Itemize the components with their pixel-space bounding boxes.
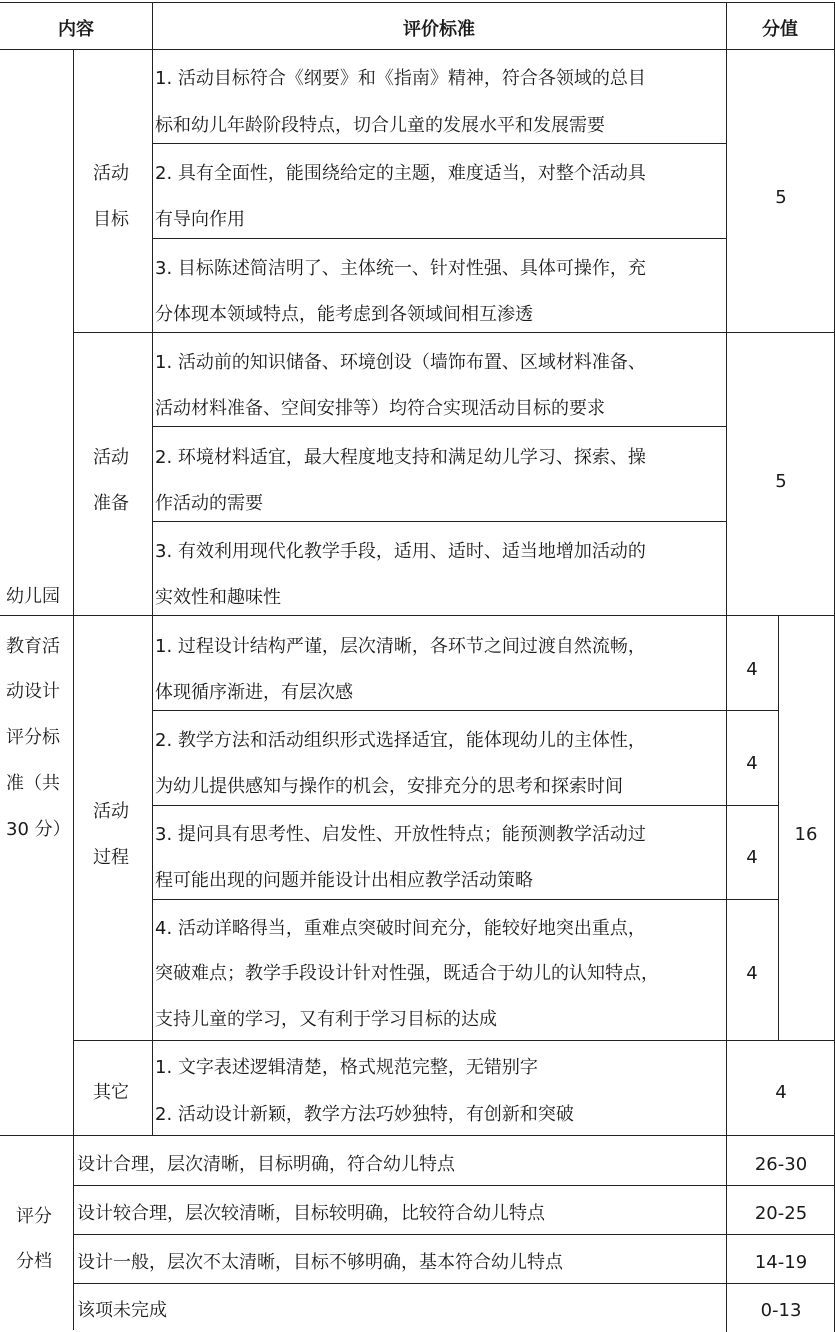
process-item4-score: 4	[746, 963, 758, 984]
header-criteria: 评价标准	[403, 19, 475, 40]
grading-label-2: 分档	[16, 1251, 52, 1272]
goals-label-2: 目标	[93, 209, 129, 230]
process-item3-a: 3. 提问具有思考性、启发性、开放性特点；能预测教学活动过	[155, 824, 646, 845]
process-item2-b: 为幼儿提供感知与操作的机会，安排充分的思考和探索时间	[155, 776, 623, 797]
rule-proc-end	[73, 1040, 835, 1041]
goals-label-1: 活动	[93, 163, 129, 184]
rule-proc-3	[152, 899, 778, 900]
goals-item3-b: 分体现本领域特点，能考虑到各领域间相互渗透	[155, 304, 533, 325]
prep-item3-a: 3. 有效利用现代化教学手段，适用、适时、适当地增加活动的	[155, 541, 646, 562]
other-item-1: 1. 文字表述逻辑清楚，格式规范完整，无错别字	[155, 1057, 538, 1078]
rule-col-2	[152, 2, 153, 1135]
grading-row-4-desc: 该项未完成	[77, 1300, 167, 1321]
grading-row-2-desc: 设计较合理，层次较清晰，目标较明确，比较符合幼儿特点	[77, 1203, 545, 1224]
rule-header	[0, 49, 835, 50]
rule-col-3	[726, 2, 727, 1332]
category-line-2: 教育活	[6, 636, 60, 657]
other-label: 其它	[93, 1082, 129, 1103]
process-item4-a: 4. 活动详略得当，重难点突破时间充分，能较好地突出重点，	[155, 918, 646, 939]
rule-prep-2	[152, 521, 726, 522]
rule-other-end	[0, 1135, 835, 1136]
header-score: 分值	[762, 19, 798, 40]
rule-goal-2	[152, 238, 726, 239]
rule-proc-2	[152, 805, 778, 806]
process-label-2: 过程	[93, 847, 129, 868]
grading-row-1-range: 26-30	[754, 1154, 808, 1175]
rule-col-1	[73, 49, 74, 1330]
process-label-1: 活动	[93, 801, 129, 822]
category-line-1: 幼儿园	[6, 586, 60, 607]
prep-item2-b: 作活动的需要	[155, 493, 263, 514]
goals-item3-a: 3. 目标陈述简洁明了、主体统一、针对性强、具体可操作，充	[155, 258, 646, 279]
prep-label-1: 活动	[93, 447, 129, 468]
goals-item1-b: 标和幼儿年龄阶段特点，切合儿童的发展水平和发展需要	[155, 115, 605, 136]
category-line-4: 评分标	[6, 727, 60, 748]
rule-goal-end	[73, 332, 835, 333]
other-item-2: 2. 活动设计新颖，教学方法巧妙独特，有创新和突破	[155, 1104, 574, 1125]
prep-item2-a: 2. 环境材料适宜，最大程度地支持和满足幼儿学习、探索、操	[155, 447, 646, 468]
category-line-5: 准（共	[6, 773, 60, 794]
prep-label-2: 准备	[93, 493, 129, 514]
process-item4-b: 突破难点；教学手段设计针对性强，既适合于幼儿的认知特点，	[155, 963, 659, 984]
process-item1-b: 体现循序渐进，有层次感	[155, 682, 353, 703]
process-item2-a: 2. 教学方法和活动组织形式选择适宜，能体现幼儿的主体性，	[155, 730, 646, 751]
rule-prep-end	[0, 615, 835, 616]
grading-label-1: 评分	[16, 1206, 52, 1227]
grading-row-3-desc: 设计一般，层次不太清晰，目标不够明确，基本符合幼儿特点	[77, 1252, 563, 1273]
process-item4-c: 支持儿童的学习，又有利于学习目标的达成	[155, 1009, 497, 1030]
goals-score: 5	[775, 187, 787, 208]
other-score: 4	[775, 1082, 787, 1103]
rule-grade-1	[73, 1185, 835, 1186]
rule-proc-1	[152, 710, 778, 711]
goals-item2-b: 有导向作用	[155, 209, 245, 230]
prep-score: 5	[775, 471, 787, 492]
grading-row-3-range: 14-19	[754, 1252, 808, 1273]
grading-row-1-desc: 设计合理，层次清晰，目标明确，符合幼儿特点	[77, 1154, 455, 1175]
process-item1-score: 4	[746, 659, 758, 680]
category-line-6: 30 分）	[6, 819, 71, 840]
rule-prep-1	[152, 426, 726, 427]
goals-item2-a: 2. 具有全面性，能围绕给定的主题，难度适当，对整个活动具	[155, 163, 646, 184]
rule-grade-2	[73, 1234, 835, 1235]
grading-row-4-range: 0-13	[760, 1300, 802, 1321]
header-content: 内容	[58, 19, 94, 40]
rule-top	[0, 2, 835, 3]
process-item2-score: 4	[746, 753, 758, 774]
process-item3-b: 程可能出现的问题并能设计出相应教学活动策略	[155, 870, 533, 891]
process-item3-score: 4	[746, 847, 758, 868]
goals-item1-a: 1. 活动目标符合《纲要》和《指南》精神，符合各领域的总目	[155, 68, 646, 89]
rule-grade-3	[73, 1283, 835, 1284]
rule-goal-1	[152, 143, 726, 144]
grading-row-2-range: 20-25	[754, 1203, 808, 1224]
category-line-3: 动设计	[6, 681, 60, 702]
prep-item3-b: 实效性和趣味性	[155, 587, 281, 608]
process-item1-a: 1. 过程设计结构严谨，层次清晰，各环节之间过渡自然流畅，	[155, 636, 646, 657]
process-total-score: 16	[794, 824, 818, 845]
rule-col-4	[778, 615, 779, 1040]
prep-item1-a: 1. 活动前的知识储备、环境创设（墙饰布置、区域材料准备、	[155, 352, 646, 373]
prep-item1-b: 活动材料准备、空间安排等）均符合实现活动目标的要求	[155, 398, 605, 419]
